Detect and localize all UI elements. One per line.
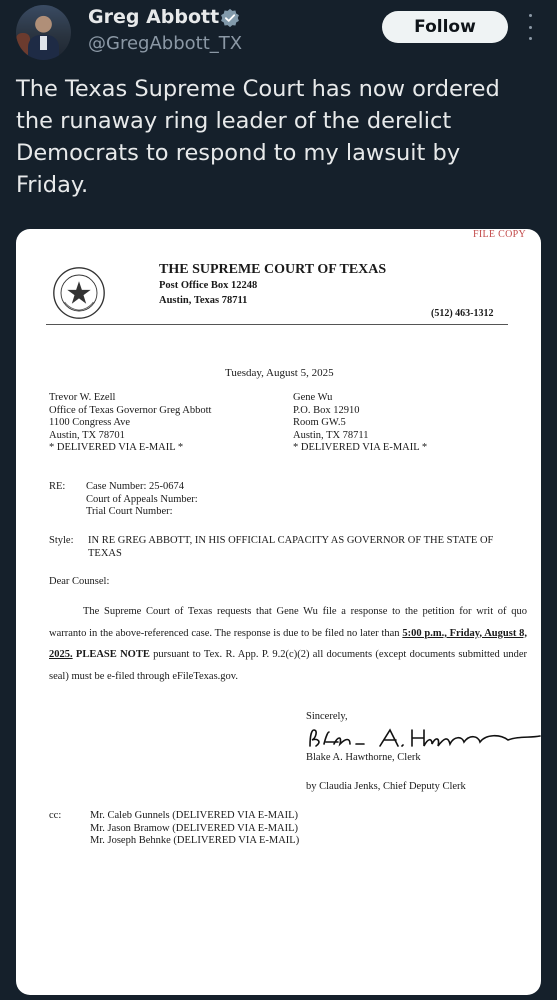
list-item: Mr. Joseph Behnke (DELIVERED VIA E-MAIL) [90,835,300,846]
avatar[interactable] [16,5,71,60]
tweet-text: The Texas Supreme Court has now ordered the runaway ring leader of the derelict Democrats to respond to my lawsuit by Friday. [16,76,500,198]
list-item: Mr. Jason Bramow (DELIVERED VIA E-MAIL) [90,822,299,834]
texas-seal-icon [52,266,106,320]
handwritten-signature [304,724,541,754]
closing: Sincerely, [306,711,348,722]
letter-body: The Supreme Court of Texas requests that Gene Wu file a response to the petition for writ of quo warranto in the above-referenced case. The response is due to be filed no later than 5:00 p.m., Friday, August 8, 2025. PLEASE NOTE pursuant to Tex. R. App. P. 9.2(c)(2) all documents (except documents submitted under seal) must be e-filed through eFileTexas.gov. [49,606,527,682]
cc-list [90,810,299,848]
letterhead-divider [46,324,508,325]
cc-label: cc: [49,810,62,821]
court-name: THE SUPREME COURT OF TEXAS [159,262,387,277]
salutation: Dear Counsel: [49,576,110,587]
recipient-right: Gene Wu P.O. Box 12910 Room GW.5 Austin, TX 78711 * DELIVERED VIA E-MAIL * [293,392,428,453]
please-note: PLEASE NOTE [72,649,150,660]
deadline: 5:00 p.m., Friday, August 8, 2025. [49,627,527,660]
re-label: RE: [49,481,66,492]
letter-date: Tuesday, August 5, 2025 [225,367,334,379]
signed-by: by Claudia Jenks, Chief Deputy Clerk [306,781,466,792]
user-handle[interactable]: @GregAbbott_TX [88,33,243,54]
style-label: Style: [49,535,74,546]
display-name[interactable]: Greg Abbott [88,6,220,28]
court-city: Austin, Texas 78711 [159,295,248,306]
list-item: Mr. Caleb Gunnels (DELIVERED VIA E-MAIL) [90,810,299,821]
recipient-left: Trevor W. Ezell Office of Texas Governor Greg Abbott 1100 Congress Ave Austin, TX 78701 * DELIVERED VIA E-MAIL * [49,392,212,453]
verified-badge-icon [220,8,240,28]
case-style: IN RE GREG ABBOTT, IN HIS OFFICIAL CAPACITY AS GOVERNOR OF THE STATE OF TEXAS [88,535,494,559]
tweet-header [0,0,557,70]
follow-button[interactable]: Follow [382,11,508,43]
court-po-box: Post Office Box 12248 [159,280,258,291]
attached-image[interactable] [16,229,541,995]
more-vertical-icon[interactable] [523,14,537,40]
avatar-shirt [40,36,47,50]
file-copy-stamp: FILE COPY [473,229,526,240]
court-phone: (512) 463-1312 [431,308,494,319]
case-numbers: Case Number: 25-0674 Court of Appeals Number: Trial Court Number: [86,481,198,517]
signer-name: Blake A. Hawthorne, Clerk [306,752,421,763]
court-letter [16,229,541,995]
